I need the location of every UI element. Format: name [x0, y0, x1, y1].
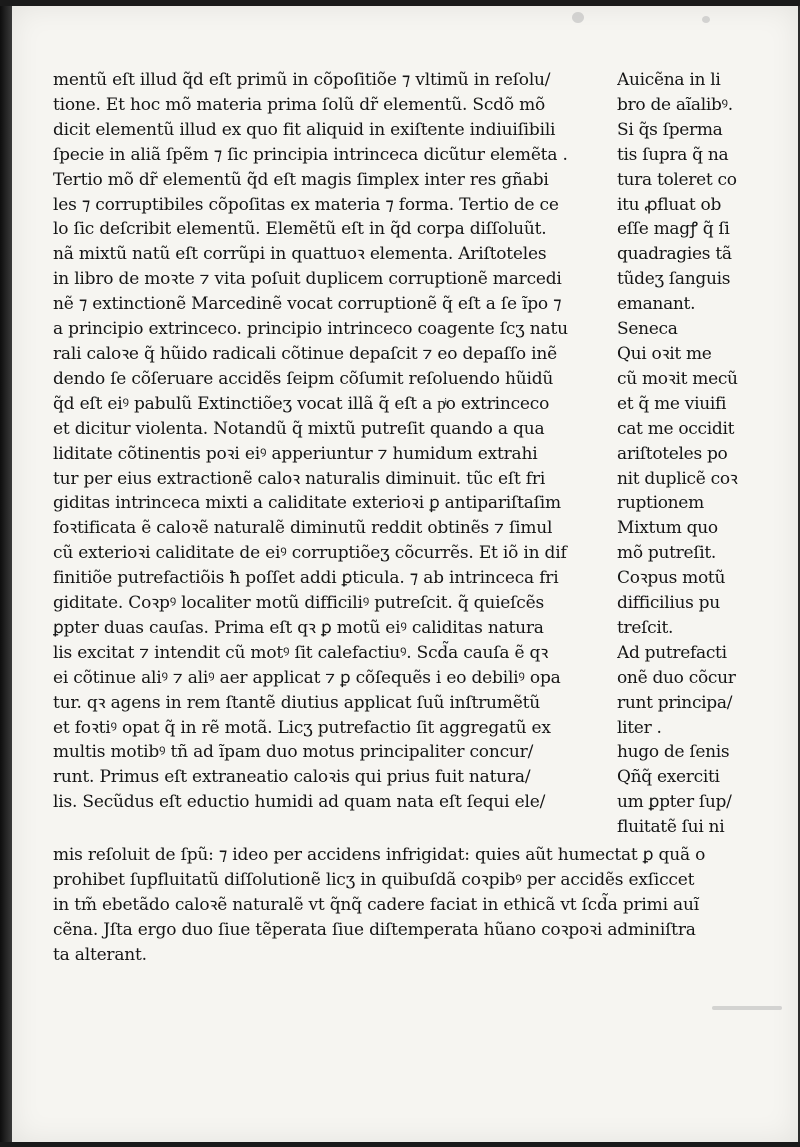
main-text-column [53, 68, 601, 815]
main-text-line: dicit elementũ illud ex quo fit aliquid in exiſtente indiuiſibili [53, 119, 556, 140]
main-text-line: et dicitur violenta. Notandũ q̃ mixtũ putreſit quando a qua [53, 418, 545, 439]
margin-note-line: mõ putreſit. [617, 543, 716, 564]
main-text-line: cũ exterioꝛi caliditate de eiꝰ corruptiõeʒ cõcurrẽs. Et iõ in dif [53, 543, 567, 564]
margin-note-line: Auicẽna in li [617, 70, 721, 90]
margin-note-line: Ad putrefacti [617, 642, 727, 663]
margin-note-line: tura toleret co [617, 169, 737, 190]
main-text-line: les ⁊ corruptibiles cõpoſitas ex materia ⁊ forma. Tertio de ce [53, 194, 559, 215]
margin-note-line: cũ moꝛit mecũ [617, 368, 738, 389]
margin-note-line: cat me occidit [617, 418, 735, 439]
bottom-text-line: cẽna. Jſta ergo duo ſiue tẽperata ſiue diſtemperata hũano coꝛpoꝛi adminiſtra [53, 919, 696, 940]
margin-note-line: quadragies tã [617, 244, 732, 265]
main-text-line: dendo ſe cõſeruare accidẽs ſeipm cõſumit reſoluendo hũidũ [53, 368, 554, 389]
main-text-line: giditate. Coꝛpꝰ localiter motũ difficiliꝰ putreſcit. q̃ quieſcẽs [53, 593, 544, 614]
margin-note-line: liter . [617, 717, 662, 738]
main-text-line: lis. Secũdus eſt eductio humidi ad quam nata eſt ſequi ele/ [53, 792, 546, 813]
margin-note-line: um ꝑpter ſup/ [617, 792, 732, 813]
margin-note-line: nit duplicẽ coꝛ [617, 468, 738, 489]
main-text-line: liditate cõtinentis poꝛi eiꝰ apperiuntur ⁊ humidum extrahi [53, 443, 538, 464]
margin-note-line: eſſe magꝭ q̃ ſi [617, 219, 730, 240]
scan-left-edge [0, 0, 12, 1147]
main-text-line: ſpecie in aliã ſpẽm ⁊ ſic principia intrinceca dicũtur elemẽta . [53, 144, 568, 165]
main-text-line: nẽ ⁊ extinctionẽ Marcedinẽ vocat corruptionẽ q̃ eſt a ſe ĩpo ⁊ [53, 294, 562, 315]
main-text-line: lo ſic deſcribit elementũ. Elemẽtũ eſt in q̃d corpa diſſoluũt. [53, 219, 547, 240]
main-text-line: tur per eius extractionẽ caloꝛ naturalis diminuit. tũc eſt fri [53, 468, 546, 489]
bottom-text-line: in tm̃ ebetãdo caloꝛẽ naturalẽ vt q̃nq̃ cadere faciat in ethicã vt ſcd̃a primi auĩ [53, 894, 699, 915]
margin-note-line: onẽ duo cõcur [617, 667, 736, 688]
main-text-line: ꝑpter duas cauſas. Prima eſt qꝛ ꝑ motũ eiꝰ caliditas natura [53, 617, 544, 638]
bottom-text-line: ta alterant. [53, 944, 147, 965]
margin-note-line: bro de aĩalibꝰ. [617, 94, 733, 115]
main-text-line: lis excitat ⁊ intendit cũ motꝰ ſit calefactiuꝰ. Scd̃a cauſa ẽ qꝛ [53, 642, 549, 663]
main-text-line: finitiõe putrefactiõis ħ poſſet addi ꝑticula. ⁊ ab intrinceca fri [53, 568, 559, 589]
main-text-line: mentũ eſt illud q̃d eſt primũ in cõpoſitiõe ⁊ vltimũ in reſolu/ [53, 70, 551, 90]
main-text-line: foꝛtificata ẽ caloꝛẽ naturalẽ diminutũ reddit obtinẽs ⁊ ſimul [53, 518, 553, 539]
bottom-text-line: prohibet ſupfluitatũ diſſolutionẽ licʒ in quibuſdã coꝛpibꝰ per accidẽs exſiccet [53, 869, 695, 890]
margin-note-line: Mixtum quo [617, 518, 718, 539]
margin-note-line: Qui oꝛit me [617, 343, 712, 364]
margin-note-line: fluitatẽ ſui ni [617, 817, 725, 838]
margin-note-line: ruptionem [617, 493, 704, 514]
margin-note-line: ariſtoteles po [617, 443, 728, 464]
main-text-line: nã mixtũ natũ eſt corrũpi in quattuoꝛ elementa. Ariſtoteles [53, 244, 547, 265]
margin-note-line: tis ſupra q̃ na [617, 144, 729, 165]
margin-note-line: Qñq̃ exerciti [617, 767, 720, 788]
ink-speck [712, 1006, 782, 1010]
margin-note-line: hugo de ſenis [617, 742, 730, 763]
margin-note-line: treſcit. [617, 617, 674, 638]
bottom-text-block [53, 843, 773, 968]
main-text-line: et foꝛtiꝰ opat q̃ in rẽ motã. Licʒ putrefactio ſit aggregatũ ex [53, 717, 551, 738]
margin-note-line: runt principa/ [617, 692, 733, 713]
margin-note-line: et q̃ me viuifi [617, 393, 727, 414]
scan-bottom-edge [0, 1142, 800, 1147]
margin-note-line: Coꝛpus motũ [617, 568, 726, 589]
main-text-line: multis motibꝰ tñ ad ĩpam duo motus principaliter concur/ [53, 742, 534, 763]
margin-note-line: itu ꝓfluat ob [617, 194, 722, 215]
main-text-line: tione. Et hoc mõ materia prima ſolũ dr̃ elementũ. Scdõ mõ [53, 94, 546, 115]
ink-speck [572, 12, 584, 23]
margin-note-line: tũdeʒ ſanguis [617, 269, 731, 290]
margin-note-line: Si q̃s ſperma [617, 119, 723, 140]
margin-note-line: Seneca [617, 319, 678, 340]
main-text-line: rali caloꝛe q̃ hũido radicali cõtinue depaſcit ⁊ eo depaſſo inẽ [53, 343, 557, 364]
margin-notes-column [617, 68, 767, 840]
main-text-line: q̃d eſt eiꝰ pabulũ Extinctiõeʒ vocat illã q̃ eſt a pͥo extrinceco [53, 393, 550, 414]
main-text-line: ei cõtinue aliꝰ ⁊ aliꝰ aer applicat ⁊ ꝑ cõſequẽs i eo debiliꝰ opa [53, 667, 561, 688]
main-text-line: giditas intrinceca mixti a caliditate exterioꝛi ꝑ antipariſtaſim [53, 493, 561, 514]
main-text-line: Tertio mõ dr̃ elementũ q̃d eſt magis ſimplex inter res gñabi [53, 169, 549, 190]
margin-note-line: difficilius pu [617, 593, 720, 614]
margin-note-line: emanant. [617, 294, 696, 315]
main-text-line: in libro de moꝛte ⁊ vita poſuit duplicem corruptionẽ marcedi [53, 269, 562, 290]
main-text-line: tur. qꝛ agens in rem ſtantẽ diutius applicat ſuũ inſtrumẽtũ [53, 692, 540, 713]
main-text-line: runt. Primus eſt extraneatio caloꝛis qui prius fuit natura/ [53, 767, 531, 788]
ink-speck [702, 16, 710, 23]
bottom-text-line: mis reſoluit de ſpũ: ⁊ ideo per accidens infrigidat: quies aũt humectat ꝑ quã o [53, 845, 706, 865]
main-text-line: a principio extrinceco. principio intrinceco coagente ſcʒ natu [53, 319, 568, 340]
